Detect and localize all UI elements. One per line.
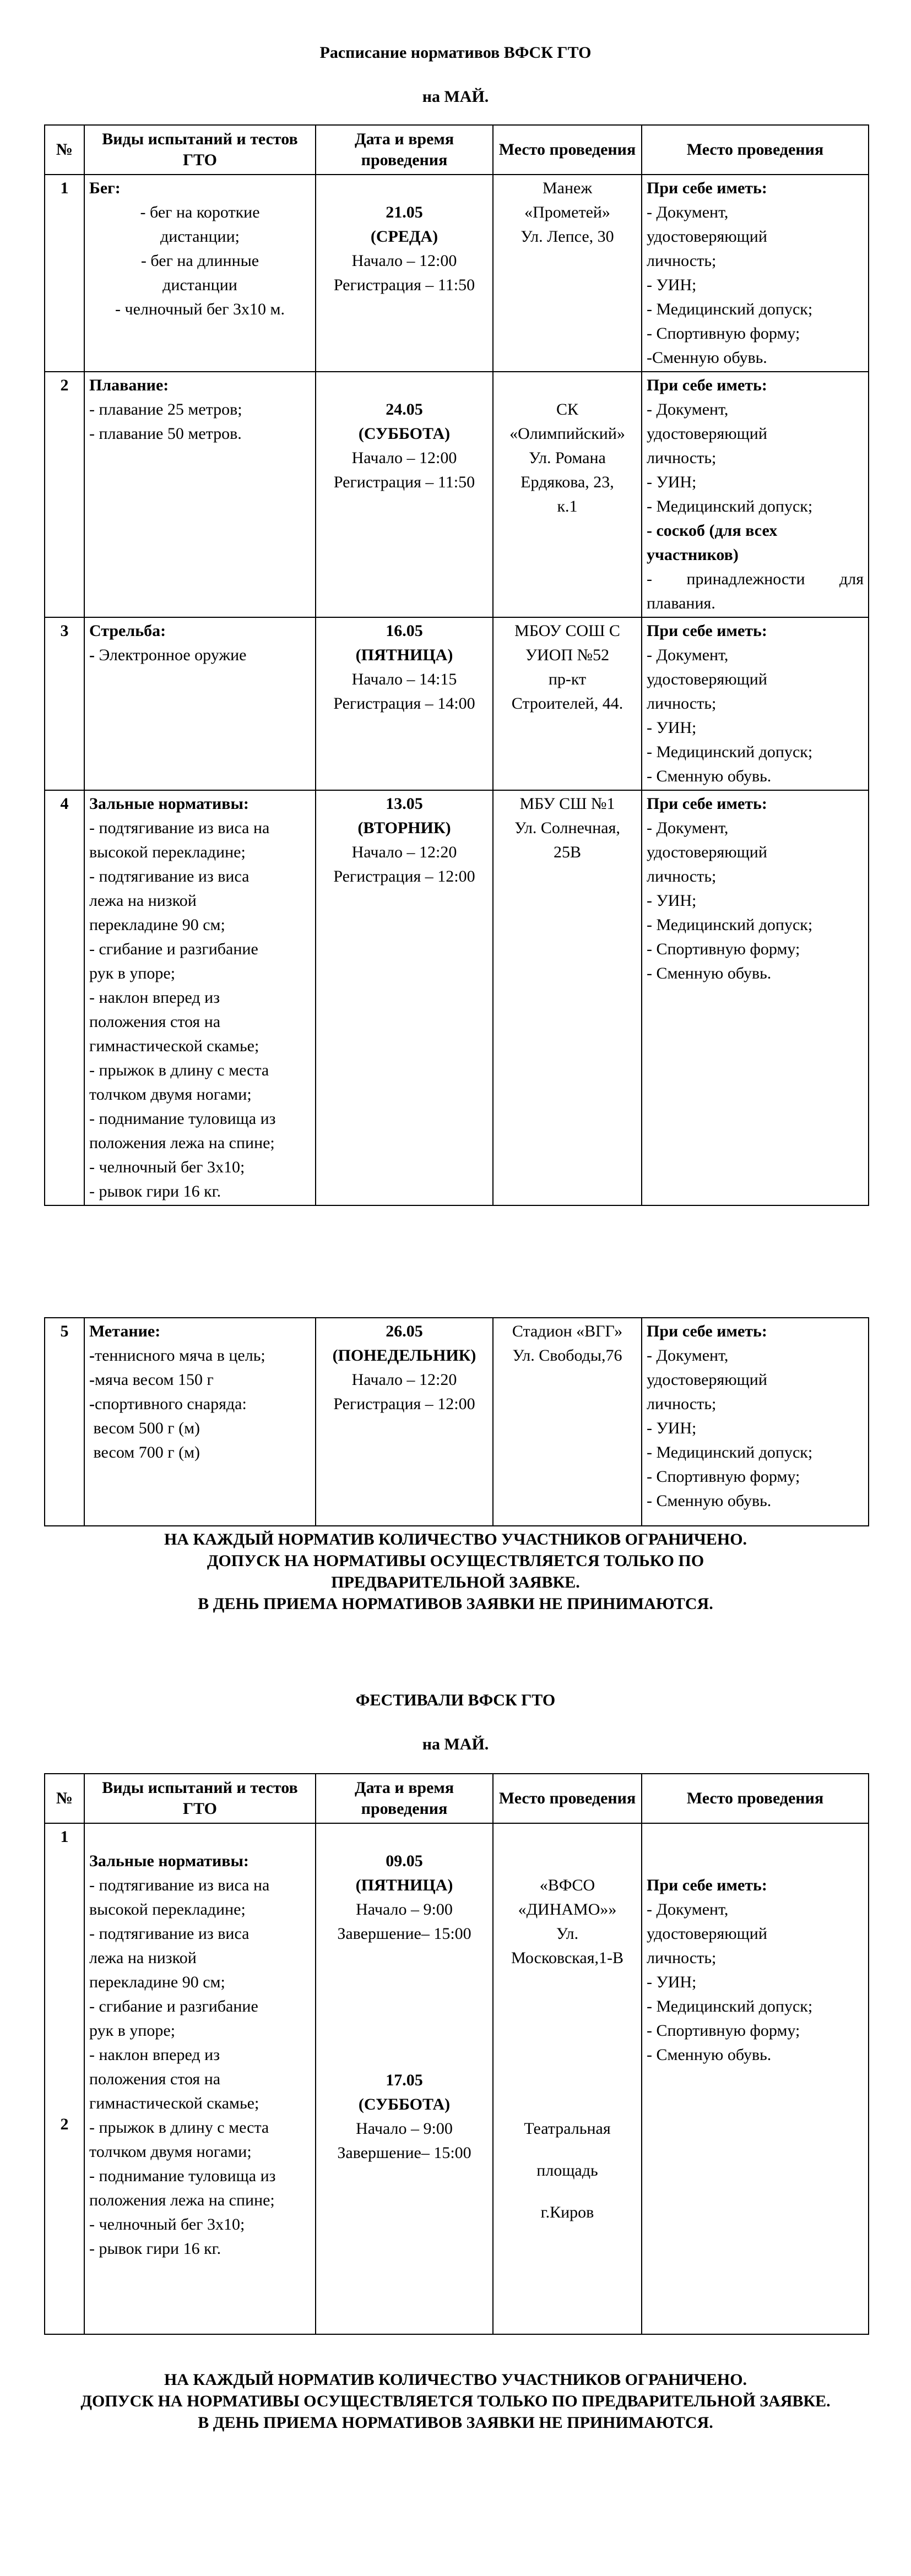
place-cell (493, 372, 642, 617)
test-line: - подтягивание из виса (89, 867, 250, 885)
bring-line: удостоверяющий (647, 1371, 767, 1389)
bring-word: принадлежности (686, 570, 805, 588)
test-line: перекладине 90 см; (89, 916, 225, 934)
schedule-notice (0, 1529, 911, 1615)
registration-time: Регистрация – 14:00 (333, 694, 475, 713)
header-bring: Место проведения (642, 1774, 869, 1823)
row-number: 1 (60, 1828, 69, 1846)
header-tests: Виды испытаний и тестов ГТО (84, 1774, 316, 1823)
bring-line: - Медицинский допуск; (647, 916, 813, 934)
bring-line: - УИН; (647, 719, 697, 737)
start-time: Начало – 12:20 (351, 843, 457, 861)
table-row (45, 617, 869, 790)
place-line: пр-кт (548, 670, 587, 688)
header-tests: Виды испытаний и тестов ГТО (84, 125, 316, 175)
date-cell (316, 372, 493, 617)
test-title: Зальные нормативы: (89, 1852, 249, 1870)
bring-line: - Документ, (647, 646, 729, 664)
bring-cell (642, 372, 869, 617)
bring-cell (642, 790, 869, 1205)
start-time: Начало – 9:00 (356, 2120, 453, 2138)
event-day: (ВТОРНИК) (357, 819, 451, 837)
table-row (45, 1823, 869, 2334)
place-line: Ул. Лепсе, 30 (520, 227, 614, 246)
test-line: - наклон вперед из (89, 988, 220, 1007)
test-line-text: мяча весом 150 г (95, 1371, 214, 1389)
test-line: - бег на длинные (140, 252, 259, 270)
header-date: Дата и время проведения (316, 1774, 493, 1823)
test-line: высокой перекладине; (89, 843, 246, 861)
header-place: Место проведения (493, 1774, 642, 1823)
test-line: - бег на короткие (140, 203, 260, 221)
test-line: перекладине 90 см; (89, 1973, 225, 1991)
test-line: - сгибание и разгибание (89, 1997, 258, 2015)
table-row (45, 372, 869, 617)
test-line: - челночный бег 3х10; (89, 2215, 245, 2233)
bring-title: При себе иметь: (647, 179, 767, 197)
bring-title: При себе иметь: (647, 1322, 767, 1340)
test-line-text: Электронное оружие (99, 646, 247, 664)
bring-line: - Сменную обувь. (647, 1492, 772, 1510)
test-line: - подтягивание из виса на (89, 1876, 270, 1894)
bring-title: При себе иметь: (647, 1876, 767, 1894)
test-line: - плавание 50 метров. (89, 425, 242, 443)
test-title: Плавание: (89, 376, 169, 394)
test-title: Стрельба: (89, 622, 166, 640)
test-line: - плавание 25 метров; (89, 400, 242, 419)
schedule-title: Расписание нормативов ВФСК ГТО (319, 44, 592, 62)
place-cell (493, 1318, 642, 1526)
registration-time: Регистрация – 12:00 (333, 1395, 475, 1413)
bring-dash: - (647, 570, 652, 588)
notice-line: ДОПУСК НА НОРМАТИВЫ ОСУЩЕСТВЛЯЕТСЯ ТОЛЬКО ПО ПРЕДВАРИТЕЛЬНОЙ ЗАЯВКЕ. (80, 2392, 831, 2410)
bring-line-bold: - соскоб (для всех (647, 521, 778, 540)
test-line: положения стоя на (89, 1013, 221, 1031)
start-time: Начало – 12:20 (351, 1371, 457, 1389)
event-day: (СРЕДА) (370, 227, 438, 246)
notice-line: В ДЕНЬ ПРИЕМА НОРМАТИВОВ ЗАЯВКИ НЕ ПРИНИМАЮТСЯ. (198, 1595, 713, 1613)
schedule-table-part2 (44, 1317, 869, 1526)
table-row (45, 790, 869, 1205)
event-day: (СУББОТА) (358, 2095, 451, 2113)
test-line (89, 1344, 311, 1368)
header-bring: Место проведения (642, 125, 869, 175)
start-time: Начало – 9:00 (356, 1900, 453, 1919)
event-day: (ПЯТНИЦА) (355, 1876, 453, 1894)
bring-line: - Спортивную форму; (647, 1468, 800, 1486)
test-title: Зальные нормативы: (89, 795, 249, 813)
test-dash: - (89, 1371, 95, 1389)
festivals-title: ФЕСТИВАЛИ ВФСК ГТО (355, 1691, 556, 1709)
test-line: весом 500 г (м) (89, 1419, 200, 1437)
bring-title: При себе иметь: (647, 795, 767, 813)
place-line: «Прометей» (524, 203, 610, 221)
event-date: 16.05 (386, 622, 423, 640)
place-cell (493, 617, 642, 790)
registration-time: Регистрация – 11:50 (333, 473, 475, 491)
bring-line: личность; (647, 1395, 717, 1413)
row-number: 2 (45, 372, 84, 617)
date-cell (316, 790, 493, 1205)
test-line: гимнастической скамье; (89, 1037, 259, 1055)
bring-line: - Медицинский допуск; (647, 497, 813, 515)
place-line: «Олимпийский» (509, 425, 625, 443)
bring-line: личность; (647, 694, 717, 713)
test-dash: - (89, 1395, 95, 1413)
place-line: УИОП №52 (525, 646, 610, 664)
bring-line: удостоверяющий (647, 425, 767, 443)
bring-line-bold: участников) (647, 546, 739, 564)
header-num: № (45, 1774, 84, 1823)
place-line: МБОУ СОШ С (514, 622, 620, 640)
bring-line: - УИН; (647, 892, 697, 910)
place-line: МБУ СШ №1 (519, 795, 615, 813)
event-date: 17.05 (386, 2071, 423, 2089)
bring-line: личность; (647, 449, 717, 467)
test-cell (84, 1823, 316, 2334)
table-row (45, 1318, 869, 1526)
bring-line: - Спортивную форму; (647, 2021, 800, 2040)
test-line: - подтягивание из виса (89, 1925, 250, 1943)
bring-line: - Документ, (647, 400, 729, 419)
bring-title: При себе иметь: (647, 622, 767, 640)
bring-line: - Спортивную форму; (647, 940, 800, 958)
registration-time: Регистрация – 12:00 (333, 867, 475, 885)
header-num: № (45, 125, 84, 175)
row-number: 3 (45, 617, 84, 790)
row-number-cell (45, 1823, 84, 2334)
event-day: (СУББОТА) (358, 425, 451, 443)
test-line: лежа на низкой (89, 892, 197, 910)
test-cell (84, 175, 316, 372)
registration-time: Регистрация – 11:50 (333, 276, 475, 294)
place-line: «ДИНАМО»» (518, 1900, 617, 1919)
row-number: 2 (60, 2115, 69, 2133)
start-time: Начало – 14:15 (351, 670, 457, 688)
bring-line: личность; (647, 1949, 717, 1967)
test-dash: - (89, 646, 95, 664)
notice-line: В ДЕНЬ ПРИЕМА НОРМАТИВОВ ЗАЯВКИ НЕ ПРИНИМАЮТСЯ. (198, 2414, 713, 2432)
bring-line: - Документ, (647, 203, 729, 221)
row-number: 1 (45, 175, 84, 372)
bring-line: - Документ, (647, 1900, 729, 1919)
bring-line: удостоверяющий (647, 670, 767, 688)
bring-line: - Медицинский допуск; (647, 1997, 813, 2015)
test-line: толчком двумя ногами; (89, 2143, 252, 2161)
test-line: - сгибание и разгибание (89, 940, 258, 958)
test-line: - рывок гири 16 кг. (89, 2240, 221, 2258)
schedule-table-part1 (44, 124, 869, 1206)
test-line: гимнастической скамье; (89, 2094, 259, 2112)
table-header-row (45, 1774, 869, 1823)
notice-line: ПРЕДВАРИТЕЛЬНОЙ ЗАЯВКЕ. (331, 1573, 580, 1591)
bring-cell (642, 1823, 869, 2334)
end-time: Завершение– 15:00 (337, 1925, 471, 1943)
bring-line: удостоверяющий (647, 1925, 767, 1943)
place-line: Ул. Романа (529, 449, 606, 467)
row-number: 5 (45, 1318, 84, 1526)
place-line: СК (556, 400, 579, 419)
test-line: дистанции; (160, 227, 240, 246)
bring-line: - УИН; (647, 1973, 697, 1991)
event-date: 09.05 (386, 1852, 423, 1870)
bring-line: плавания. (647, 594, 715, 612)
notice-line: НА КАЖДЫЙ НОРМАТИВ КОЛИЧЕСТВО УЧАСТНИКОВ ОГРАНИЧЕНО. (164, 2371, 747, 2389)
test-line: - прыжок в длину с места (89, 2118, 269, 2137)
test-line: положения стоя на (89, 2070, 221, 2088)
bring-cell (642, 617, 869, 790)
test-line: - поднимание туловища из (89, 1110, 276, 1128)
event-date: 26.05 (386, 1322, 423, 1340)
place-line: Ул. Солнечная, (514, 819, 620, 837)
bring-line: - Сменную обувь. (647, 2046, 772, 2064)
test-line: - челночный бег 3х10 м. (115, 300, 285, 318)
place-line: Манеж (542, 179, 593, 197)
header-date: Дата и время проведения (316, 125, 493, 175)
bring-cell (642, 175, 869, 372)
event-date: 13.05 (386, 795, 423, 813)
test-line: рук в упоре; (89, 964, 176, 982)
event-day: (ПЯТНИЦА) (355, 646, 453, 664)
bring-line: - УИН; (647, 276, 697, 294)
notice-line: НА КАЖДЫЙ НОРМАТИВ КОЛИЧЕСТВО УЧАСТНИКОВ ОГРАНИЧЕНО. (164, 1530, 747, 1548)
festivals-notice (0, 2369, 911, 2433)
bring-line: удостоверяющий (647, 227, 767, 246)
test-line-text: спортивного снаряда: (95, 1395, 247, 1413)
test-line: дистанции (162, 276, 237, 294)
bring-word: для (839, 570, 864, 588)
test-line: - прыжок в длину с места (89, 1061, 269, 1079)
test-line: лежа на низкой (89, 1949, 197, 1967)
start-time: Начало – 12:00 (351, 449, 457, 467)
bring-line-justified (647, 567, 864, 591)
bring-line: - Спортивную форму; (647, 324, 800, 343)
place-line: Московская,1-В (511, 1949, 624, 1967)
event-day: (ПОНЕДЕЛЬНИК) (332, 1346, 476, 1365)
place-line: Ул. Свободы,76 (512, 1346, 622, 1365)
festivals-subtitle: на МАЙ. (422, 1735, 489, 1753)
test-line: рук в упоре; (89, 2021, 176, 2040)
test-line: - подтягивание из виса на (89, 819, 270, 837)
test-line (89, 1392, 311, 1416)
table-header-row (45, 125, 869, 175)
bring-line: - УИН; (647, 473, 697, 491)
test-line: толчком двумя ногами; (89, 1085, 252, 1104)
bring-title: При себе иметь: (647, 376, 767, 394)
test-line: - поднимание туловища из (89, 2167, 276, 2185)
bring-line: - Документ, (647, 1346, 729, 1365)
bring-line: - Сменную обувь. (647, 767, 772, 785)
place-line: Ул. (556, 1925, 579, 1943)
test-line-text: теннисного мяча в цель; (95, 1346, 265, 1365)
festivals-table (44, 1773, 869, 2335)
bring-line: - Медицинский допуск; (647, 1443, 813, 1461)
place-line: площадь (536, 2161, 598, 2180)
bring-line: - Медицинский допуск; (647, 743, 813, 761)
test-cell (84, 617, 316, 790)
bring-line: -Сменную обувь. (647, 349, 767, 367)
bring-line: - Медицинский допуск; (647, 300, 813, 318)
event-date: 24.05 (386, 400, 423, 419)
test-line: положения лежа на спине; (89, 1134, 275, 1152)
date-cell (316, 175, 493, 372)
place-line: к.1 (557, 497, 578, 515)
place-line: г.Киров (540, 2203, 594, 2221)
schedule-subtitle: на МАЙ. (422, 88, 489, 106)
test-line: - рывок гири 16 кг. (89, 1182, 221, 1200)
test-dash: - (89, 1346, 95, 1365)
row-number: 4 (45, 790, 84, 1205)
place-line: Театральная (524, 2120, 611, 2138)
place-cell (493, 790, 642, 1205)
bring-line: личность; (647, 252, 717, 270)
test-line: высокой перекладине; (89, 1900, 246, 1919)
place-line: Строителей, 44. (511, 694, 623, 713)
bring-line: - Документ, (647, 819, 729, 837)
date-cell (316, 1318, 493, 1526)
event-date: 21.05 (386, 203, 423, 221)
place-cell (493, 175, 642, 372)
header-place: Место проведения (493, 125, 642, 175)
date-cell (316, 1823, 493, 2334)
bring-cell (642, 1318, 869, 1526)
start-time: Начало – 12:00 (351, 252, 457, 270)
end-time: Завершение– 15:00 (337, 2144, 471, 2162)
date-cell (316, 617, 493, 790)
bring-line: личность; (647, 867, 717, 885)
test-cell (84, 790, 316, 1205)
bring-line: - Сменную обувь. (647, 964, 772, 982)
test-line: - челночный бег 3х10; (89, 1158, 245, 1176)
test-cell (84, 372, 316, 617)
test-line: положения лежа на спине; (89, 2191, 275, 2209)
test-line: - наклон вперед из (89, 2046, 220, 2064)
test-line: весом 700 г (м) (89, 1443, 200, 1461)
table-row (45, 175, 869, 372)
place-line: Ердякова, 23, (520, 473, 614, 491)
test-cell (84, 1318, 316, 1526)
bring-line: - УИН; (647, 1419, 697, 1437)
test-title: Бег: (89, 179, 121, 197)
place-line: «ВФСО (539, 1876, 595, 1894)
notice-line: ДОПУСК НА НОРМАТИВЫ ОСУЩЕСТВЛЯЕТСЯ ТОЛЬКО ПО (207, 1552, 704, 1570)
place-line: 25В (553, 843, 581, 861)
place-line: Стадион «ВГГ» (512, 1322, 623, 1340)
place-cell (493, 1823, 642, 2334)
bring-line: удостоверяющий (647, 843, 767, 861)
test-line (89, 643, 311, 667)
test-line (89, 1368, 311, 1392)
test-title: Метание: (89, 1322, 161, 1340)
